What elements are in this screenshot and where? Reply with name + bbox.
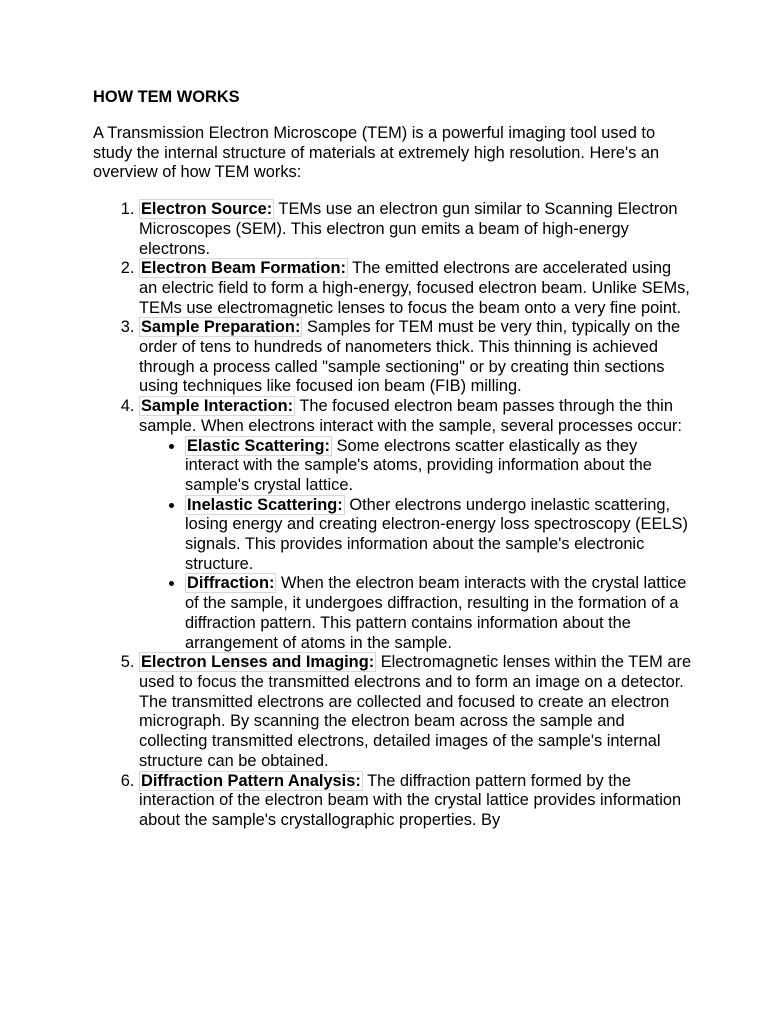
subitem-elastic-scattering: [185, 437, 693, 496]
step-term: Sample Interaction:: [141, 397, 294, 416]
step-item-electron-source: [139, 200, 693, 259]
step-item-electron-beam-formation: [139, 259, 693, 318]
step-text: Samples for TEM must be very thin, typically on the order of tens to hundreds of nanometers thick. This thinning is achieved through a process called "sample sectioning" or by creating thin sections using techniques like focused ion beam (FIB) milling.: [139, 318, 681, 396]
subitem-term: Inelastic Scattering:: [187, 495, 343, 514]
step-text: TEMs use an electron gun similar to Scanning Electron Microscopes (SEM). This electron gun emits a beam of high-energy electrons.: [139, 200, 678, 258]
step-term: Electron Beam Formation:: [141, 259, 346, 278]
step-item-sample-interaction: [139, 397, 693, 653]
step-item-sample-preparation: [139, 318, 693, 397]
subitem-diffraction: [185, 574, 693, 653]
step-item-electron-lenses-and-imaging: [139, 653, 693, 771]
step-text: Electromagnetic lenses within the TEM are used to focus the transmitted electrons and to form an image on a detector. The transmitted electrons are collected and focused to create an electron micrograph. By scanning the electron beam across the sample and collecting transmitted electrons, detailed images of the sample's internal structure can be obtained.: [139, 653, 692, 770]
step-text: The diffraction pattern formed by the interaction of the electron beam with the crystal lattice provides information about the sample's crystallographic properties. By: [139, 771, 682, 829]
step-text: The emitted electrons are accelerated using an electric field to form a high-energy, focused electron beam. Unlike SEMs, TEMs use electromagnetic lenses to focus the beam onto a very fine point.: [139, 259, 690, 317]
subitem-text: When the electron beam interacts with the crystal lattice of the sample, it undergoes diffraction, resulting in the formation of a diffraction pattern. This pattern contains information about the arrangement of atoms in the sample.: [185, 574, 687, 652]
intro-paragraph: A Transmission Electron Microscope (TEM) is a powerful imaging tool used to study the internal structure of materials at extremely high resolution. Here's an overview of how TEM works:: [93, 124, 660, 182]
step-item-diffraction-pattern-analysis: [139, 772, 693, 831]
step-term: Electron Lenses and Imaging:: [141, 653, 375, 672]
document-title: HOW TEM WORKS: [93, 88, 240, 106]
subitem-text: Other electrons undergo inelastic scattering, losing energy and creating electron-energy loss spectroscopy (EELS) signals. This provides information about the sample's electronic structure.: [185, 495, 688, 573]
step-term: Diffraction Pattern Analysis:: [141, 771, 361, 790]
steps-list: [93, 200, 693, 831]
subitem-term: Diffraction:: [187, 574, 275, 593]
subitem-text: Some electrons scatter elastically as they interact with the sample's atoms, providing information about the sample's crystal lattice.: [185, 436, 652, 494]
step-term: Electron Source:: [141, 200, 273, 219]
document-page: [93, 86, 693, 831]
step-text: The focused electron beam passes through the thin sample. When electrons interact with the sample, several processes occur:: [139, 397, 682, 435]
step-term: Sample Preparation:: [141, 318, 301, 337]
interaction-processes-list: [139, 437, 693, 654]
subitem-term: Elastic Scattering:: [187, 436, 331, 455]
subitem-inelastic-scattering: [185, 496, 693, 575]
